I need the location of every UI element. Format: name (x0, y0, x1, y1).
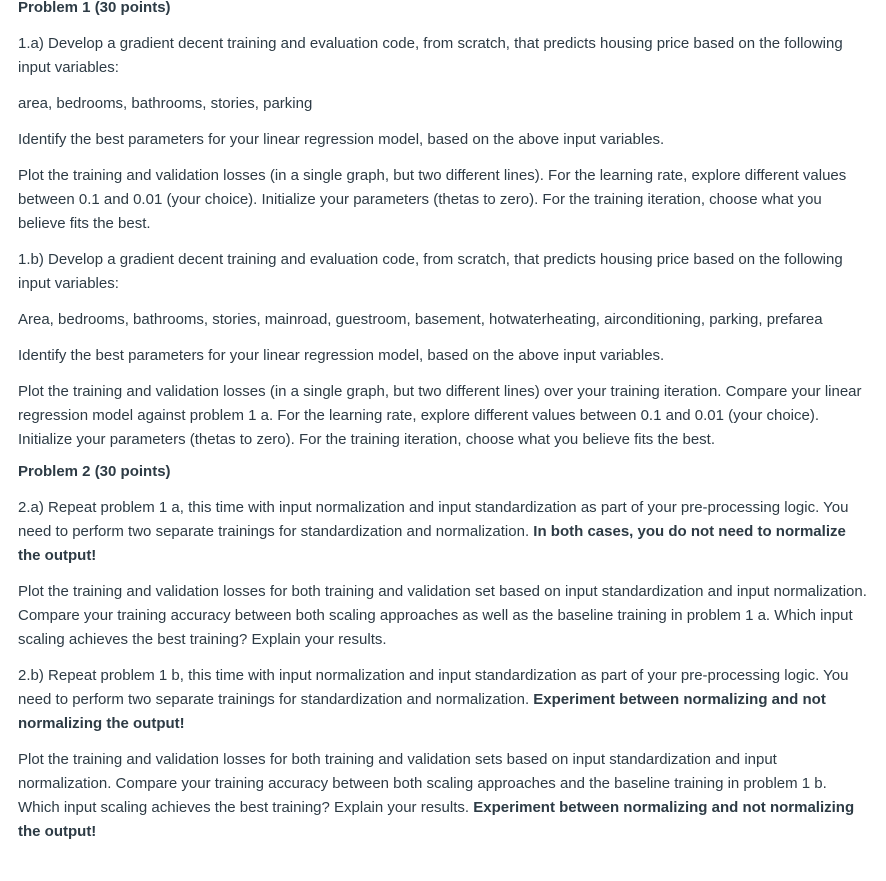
problem-2a-intro-text: 2.a) Repeat problem 1 a, this time with input normalization and input standardization as part of your pre-processing logic. You need to perform two separate trainings for standardization and normalization. (18, 499, 849, 540)
problem-2b-intro-text: 2.b) Repeat problem 1 b, this time with input normalization and input standardization as part of your pre-processing logic. You need to perform two separate trainings for standardization and normalization. (18, 667, 849, 708)
problem-2-heading: Problem 2 (30 points) (18, 463, 171, 480)
problem-1b-identify: Identify the best parameters for your linear regression model, based on the above input variables. (18, 347, 665, 364)
problem-2b-plot-text: Plot the training and validation losses for both training and validation sets based on input standardization and input normalization. Compare your training accuracy between both scaling approaches and the baseline training in problem 1 b. Which input scaling achieves the best training? Explain your results. (18, 751, 827, 816)
assignment-page (18, 0, 870, 844)
problem-1b-intro: 1.b) Develop a gradient decent training and evaluation code, from scratch, that predicts housing price based on the following input variables: (18, 251, 843, 292)
problem-1a-variables: area, bedrooms, bathrooms, stories, parking (18, 95, 313, 112)
problem-2b-intro (18, 664, 870, 736)
problem-2a-intro-emphasis: In both cases, you do not need to normalize the output! (18, 523, 846, 564)
problem-1-heading: Problem 1 (30 points) (18, 0, 171, 16)
problem-2b-intro-emphasis: Experiment between normalizing and not normalizing the output! (18, 691, 826, 732)
problem-1a-plot-instructions: Plot the training and validation losses (in a single graph, but two different lines). For the learning rate, explore different values between 0.1 and 0.01 (your choice). Initialize your parameters (thetas to zero). For the training iteration, choose what you believe fits the best. (18, 167, 847, 232)
problem-2b-plot-instructions (18, 748, 870, 844)
problem-1b-plot-instructions: Plot the training and validation losses (in a single graph, but two different lines) over your training iteration. Compare your linear regression model against problem 1 a. For the learning rate, explore different values between 0.1 and 0.01 (your choice). Initialize your parameters (thetas to zero). For the training iteration, choose what you believe fits the best. (18, 383, 862, 448)
problem-2b-plot-emphasis: Experiment between normalizing and not normalizing the output! (18, 799, 855, 840)
problem-1a-identify: Identify the best parameters for your linear regression model, based on the above input variables. (18, 131, 665, 148)
problem-2a-plot-instructions: Plot the training and validation losses for both training and validation set based on input standardization and input normalization. Compare your training accuracy between both scaling approaches as well as the baseline training in problem 1 a. Which input scaling achieves the best training? Explain your results. (18, 583, 867, 648)
problem-2a-intro (18, 496, 870, 568)
problem-1a-intro: 1.a) Develop a gradient decent training and evaluation code, from scratch, that predicts housing price based on the following input variables: (18, 35, 843, 76)
problem-1b-variables: Area, bedrooms, bathrooms, stories, mainroad, guestroom, basement, hotwaterheating, airconditioning, parking, prefarea (18, 311, 823, 328)
